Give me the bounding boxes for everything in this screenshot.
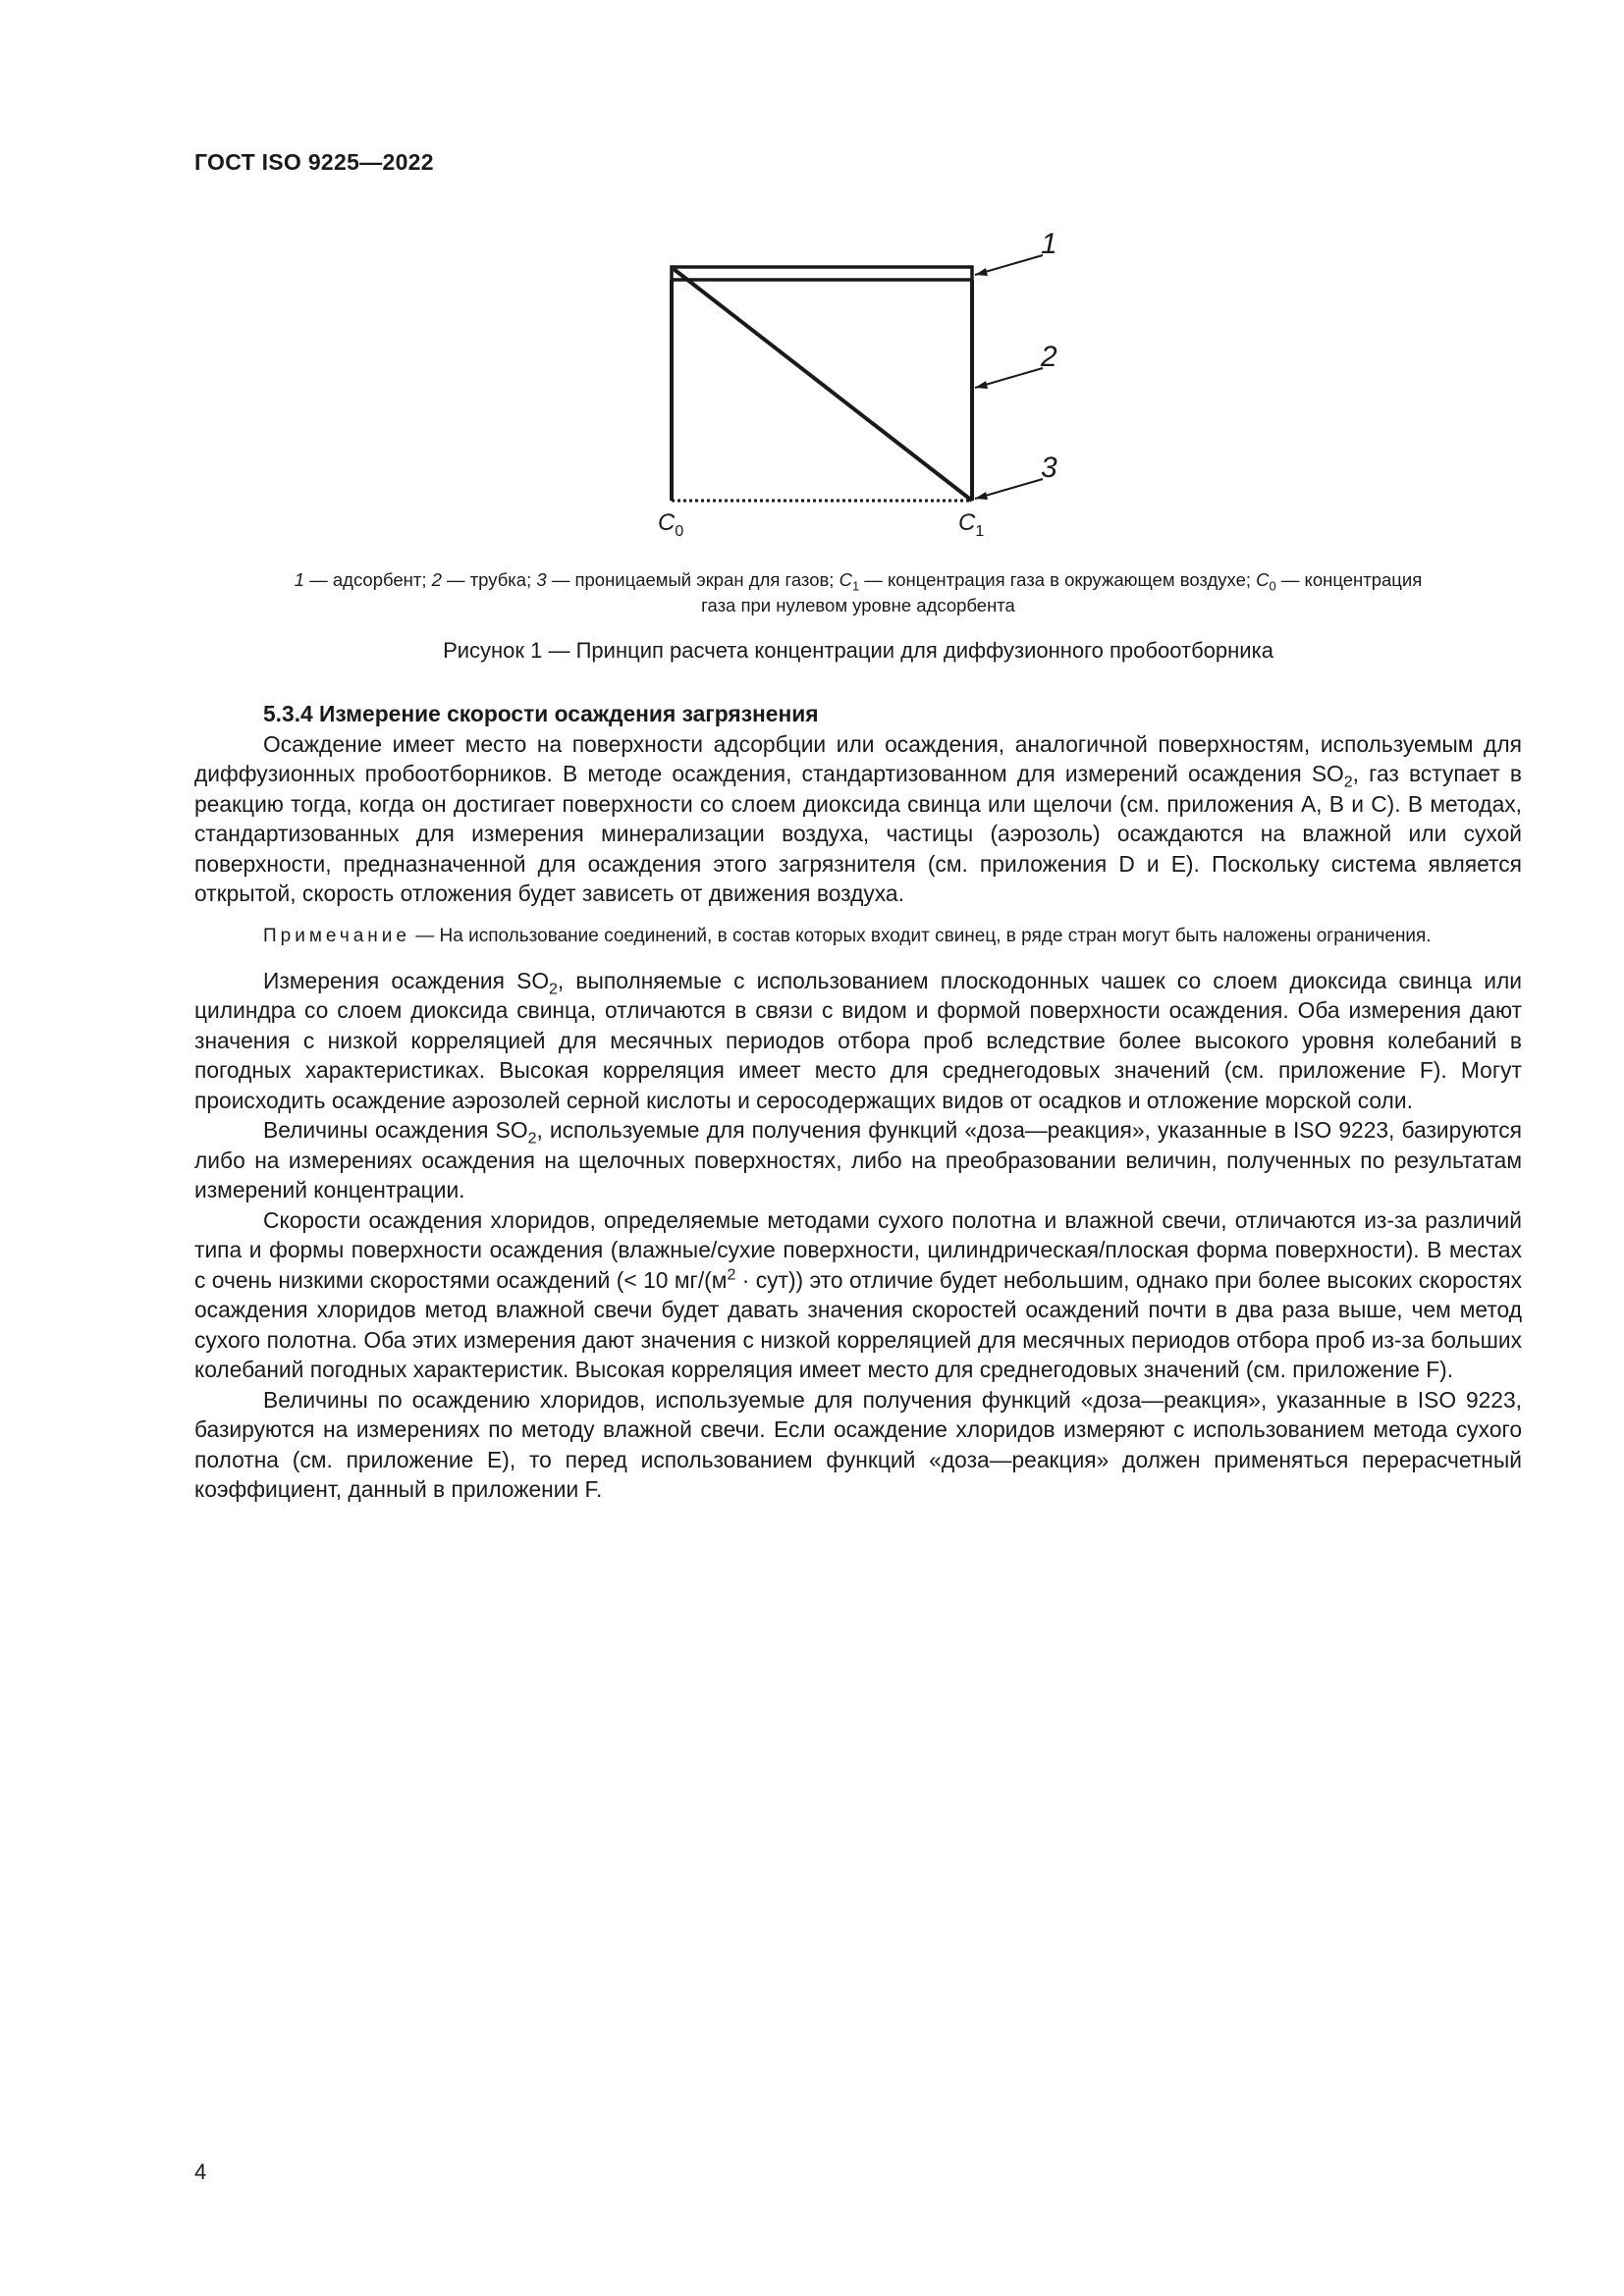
- c1-axis-label: $C_1$: [958, 509, 985, 540]
- paragraph-5: Величины по осаждению хлоридов, используемые для получения функций «доза—реакция», указанные в ISO 9223, базируются на измерениях по методу влажной свечи. Если осаждение хлоридов измеряют с использованием метода сухого полотна (см. приложение Е), то перед использованием функций «доза—реакция» должен применяться перерасчетный коэффициент, данный в приложении F.: [194, 1386, 1522, 1502]
- figure-label-2: 2: [1041, 341, 1057, 373]
- paragraph-2: Измерения осаждения $SO_2$, выполняемые с использованием плоскодонных чашек со слоем диоксида свинца или цилиндра со слоем диоксида свинца, отличаются в связи с видом и формой поверхности осаждения. Оба измерения дают значения с низкой корреляцией для месячных периодов отбора проб вследствие более высокого уровня колебаний в погодных характеристиках. Высокая корреляция имеет место для среднегодовых значений (см. приложение F). Могут происходить осаждение аэрозолей серной кислоты и серосодержащих видов от осадков и отложение морской соли.: [194, 967, 1522, 1113]
- document-header: ГОСТ ISO 9225—2022: [194, 149, 434, 175]
- legend-line-2: газа при нулевом уровне адсорбента: [701, 595, 1015, 615]
- paragraph-1: Осаждение имеет место на поверхности адсорбции или осаждения, аналогичной поверхностям, используемым для диффузионных пробоотборников. В методе осаждения, стандартизованном для измерений осаждения $SO_2$, газ вступает в реакцию тогда, когда он достигает поверхности со слоем диоксида свинца или щелочи (см. приложения А, В и С). В методах, стандартизованных для измерения минерализации воздуха, частицы (аэрозоль) осаждаются на влажной или сухой поверхности, предназначенной для осаждения этого загрязнителя (см. приложения D и Е). Поскольку система является открытой, скорость отложения будет зависеть от движения воздуха.: [194, 730, 1522, 906]
- legend-line-1: 1 — адсорбент; 2 — трубка; 3 — проницаемый экран для газов; $C_1$ — концентрация газа в окружающем воздухе; $C_0$ — концентрация: [294, 569, 1423, 594]
- paragraph-4: Скорости осаждения хлоридов, определяемые методами сухого полотна и влажной свечи, отличаются из-за различий типа и формы поверхности осаждения (влажные/сухие поверхности, цилиндрическая/плоская форма поверхности). В местах с очень низкими скоростями осаждений (< 10 $мг/(м^2 \cdot сут)$) это отличие будет небольшим, однако при более высоких скоростях осаждения хлоридов метод влажной свечи будет давать значения скоростей осаждений почти в два раза выше, чем метод сухого полотна. Оба этих измерения дают значения с низкой корреляцией для месячных периодов отбора проб из-за больших колебаний погодных характеристик. Высокая корреляция имеет место для среднегодовых значений (см. приложение F).: [194, 1206, 1522, 1382]
- note-label: Примечание: [263, 925, 410, 946]
- figure-caption: Рисунок 1 — Принцип расчета концентрации для диффузионного пробоотборника: [443, 638, 1273, 663]
- page-number: 4: [194, 2160, 207, 2184]
- diffusion-sampler-figure: [589, 216, 1100, 555]
- concentration-gradient-line: [674, 269, 972, 501]
- section-heading: 5.3.4 Измерение скорости осаждения загрязнения: [263, 701, 819, 726]
- adsorbent-layer: [672, 267, 972, 280]
- note: Примечание — На использование соединений, в состав которых входит свинец, в ряде стран могут быть наложены ограничения.: [263, 925, 1432, 946]
- section-body: [194, 695, 1522, 1505]
- figure-legend: [194, 567, 1522, 618]
- figure-label-3: 3: [1041, 452, 1057, 484]
- figure-label-1: 1: [1041, 228, 1057, 260]
- c0-axis-label: $C_0$: [658, 509, 684, 540]
- paragraph-3: Величины осаждения $SO_2$, используемые для получения функций «доза—реакция», указанные в ISO 9223, базируются либо на измерениях осаждения на щелочных поверхностях, либо на преобразовании величин, полученных по результатам измерений концентрации.: [194, 1117, 1522, 1202]
